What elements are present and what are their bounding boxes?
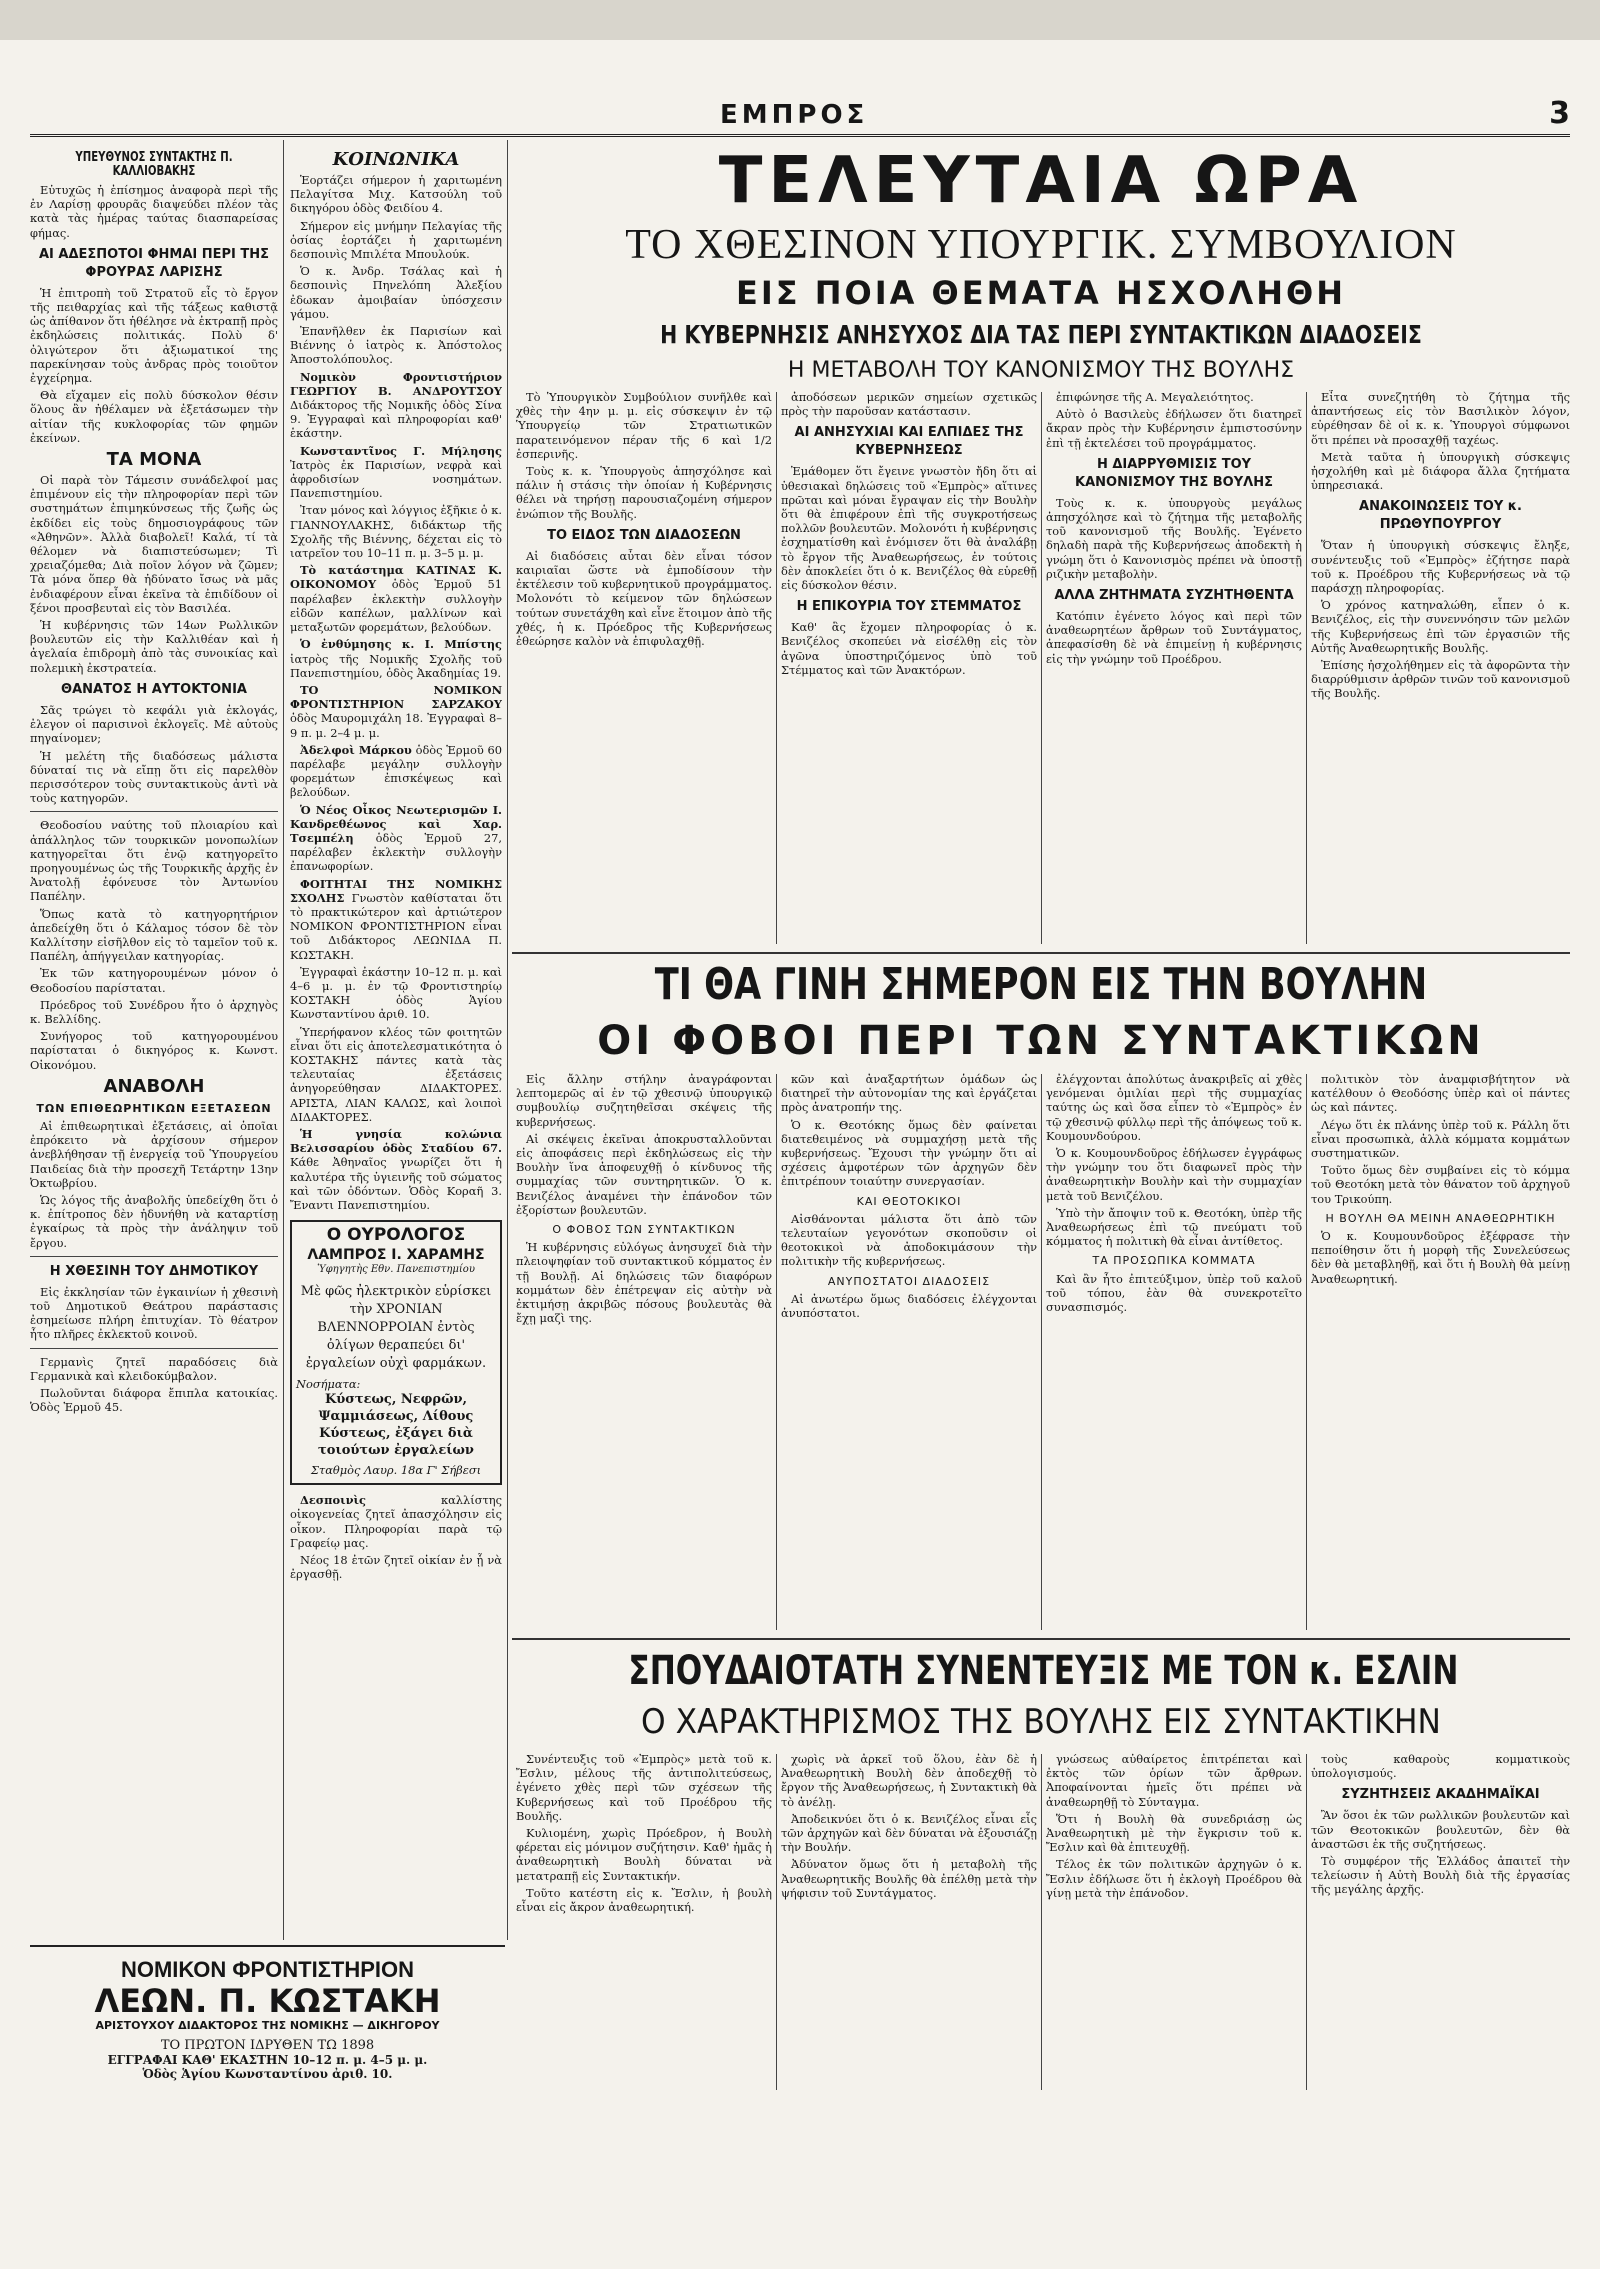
top-column-a: [516, 390, 772, 946]
article-paragraph: Αἰσθάνονται μάλιστα ὅτι ἀπὸ τῶν τελευταίων γεγονότων σκοποῦσιν οἱ θεοτοκικοὶ νὰ ἀποδοκιμάσουν τὴν πολιτικὴν τῆς κυβερνήσεως.: [781, 1211, 1037, 1269]
article-paragraph: Ἡ μελέτη τῆς διαδόσεως μάλιστα δύναταί τις νὰ εἴπῃ ὅτι εἰς παρελθὸν περισσότερον τοὺς συντακτικοὺς ἀντὶ νὰ τοὺς κατηγορῶν.: [30, 748, 278, 806]
article-paragraph: Ἡ ἐπιτροπὴ τοῦ Στρατοῦ εἶς τὸ ἔργον τῆς πειθαρχίας καὶ τῆς τάξεως καθιστᾷ ὡς ἀπίθανον ὅτι ἠθέλησε νὰ ἐκτραπῇ πρὸς ἐκδηλώσεις πολιτικάς. Πολὺ δ' ὀλιγώτερον ὅτι ἀξιωματικοί της παρεκίνησαν τοὺς ἀνδρας πρὸς τοιοῦτον ἐγχείρημα.: [30, 285, 278, 386]
ad-hours: ΕΓΓΡΑΦΑΙ ΚΑΘ' ΕΚΑΣΤΗΝ 10–12 π. μ. 4–5 μ. μ.: [107, 2053, 428, 2067]
divider: [30, 811, 278, 812]
column-rule: [776, 392, 777, 944]
ad-text: Διδάκτορος τῆς Νομικῆς ὁδὸς Σίνα 9. Ἐγγραφαὶ καὶ πληροφορίαι καθ' ἑκάστην.: [290, 398, 502, 441]
article-paragraph: Αὐτὸ ὁ Βασιλεὺς ἐδήλωσεν ὅτι διατηρεῖ ἄκραν πρὸς τὴν Κυβέρνησιν ἐμπιστοσύνην ἐπὶ τῇ ἐκτελέσει τοῦ προγράμματος.: [1046, 407, 1302, 450]
article-paragraph: Τέλος ἐκ τῶν πολιτικῶν ἀρχηγῶν ὁ κ. Ἔσλιν ἐδήλωσε ὅτι ἡ ἐκλογὴ Προέδρου θὰ γίνῃ μετὰ τὴν ἐπάνοδον.: [1046, 1857, 1302, 1900]
section-rule: [512, 952, 1570, 954]
section-head: ΤΟ ΕΙΔΟΣ ΤΩΝ ΔΙΑΔΟΣΕΩΝ: [547, 527, 741, 543]
section-head: Η ΔΙΑΡΡΥΘΜΙΣΙΣ ΤΟΥ ΚΑΝΟΝΙΣΜΟΥ ΤΗΣ ΒΟΥΛΗΣ: [1075, 456, 1273, 490]
article-paragraph: Θὰ εἴχαμεν εἰς πολὺ δύσκολον θέσιν ὅλους ἂν ἠθέλαμεν νὰ ἐξετάσωμεν τὴν αἰτίαν τῆς κυκλοφορίας τῶν φημῶν ἐκείνων.: [30, 388, 278, 445]
section-rule: [512, 1638, 1570, 1640]
article-paragraph: ἀποδόσεων μερικῶν σημείων σχετικῶς πρὸς τὴν παροῦσαν κατάστασιν.: [781, 390, 1037, 419]
classified-ad: Νέος 18 ἐτῶν ζητεῖ οἰκίαν ἐν ᾗ νὰ ἐργασθῇ.: [290, 1553, 502, 1582]
article-paragraph: Λέγω ὅτι ἐκ πλάνης ὑπὲρ τοῦ κ. Ράλλη ὅτι εἶναι προσωπικὰ, ἀλλὰ κόμματα κομμάτων συστηματικῶν.: [1311, 1117, 1570, 1161]
column-rule: [1306, 1754, 1307, 2090]
article-paragraph: Ἡ κυβέρνησις εὐλόγως ἀνησυχεῖ διὰ τὴν πλειοψηφίαν τοῦ συντακτικοῦ κόμματος ἐν τῇ Βουλῇ. Αἱ δηλώσεις τῶν διαφόρων κομμάτων δὲν ἐπέτρεψαν εἰς αὐτὴν νὰ ἐκτιμήσῃ ἀκριβῶς πόσους βουλευτὰς θὰ ἔχῃ μαζὶ της.: [516, 1240, 772, 1326]
section-head: Η ΕΠΙΚΟΥΡΙΑ ΤΟΥ ΣΤΕΜΜΑΤΟΣ: [796, 599, 1022, 615]
ad-text: ὁδὸς Ἑρμοῦ 27, παρέλαβεν ἐκλεκτὴν συλλογὴν ἐπανωφορίων.: [290, 830, 502, 874]
headline-fears: ΟΙ ΦΟΒΟΙ ΠΕΡΙ ΤΩΝ ΣΥΝΤΑΚΤΙΚΩΝ: [597, 1018, 1485, 1064]
ad-text: Γνωστὸν καθίσταται ὅτι τὸ πρακτικώτερον καὶ ἀρτιώτερον ΝΟΜΙΚΟΝ ΦΡΟΝΤΙΣΤΗΡΙΟΝ εἶναι τοῦ Διδάκτορος ΛΕΩΝΙΔΑ Π. ΚΩΣΤΑΚΗ.: [290, 890, 502, 962]
mid-column-d: [1311, 1072, 1570, 1632]
headline-last-hour: ΤΕΛΕΥΤΑΙΑ ΩΡΑ: [718, 144, 1364, 218]
ad-text: Κάθε Ἀθηναῖος γνωρίζει ὅτι ἡ καλυτέρα τῆς ὑγιεινῆς τοῦ σώματος καὶ τῶν ὀδόντων. Ὁδὸς Κοραῆ 3. Ἔναντι Πανεπιστημίου.: [290, 1155, 502, 1213]
article-paragraph: Ἂν ὅσοι ἐκ τῶν ρωλλικῶν βουλευτῶν καὶ τῶν Θεοτοκικῶν βουλευτῶν, δὲν θὰ ἀναστῶσι ἐκ τῆς συζητήσεως.: [1311, 1808, 1570, 1851]
mid-column-c: [1046, 1072, 1302, 1632]
article-paragraph: Αἱ σκέψεις ἐκεῖναι ἀποκρυσταλλοῦνται εἰς ἀποφάσεις περὶ ἐκδηλώσεως εἰς τὴν Βουλὴν ἵνα ἀποφευχθῇ ὁ κίνδυνος τῆς συμμαχίας τῶν συντηρητικῶν. Ὁ κ. Βενιζέλος ἀναμένει τὴν ἐπάνοδον τῶν ἐξορίστων βουλευτῶν.: [516, 1131, 772, 1217]
ad-text: ὁδὸς Ἑρμοῦ 51 παρέλαβεν ἐκλεκτὴν συλλογὴν εἰδῶν καπέλων, μαλλίνων καὶ μεταξωτῶν φορεμάτων, βελούδων.: [290, 577, 502, 635]
article-paragraph: Ἐκ τῶν κατηγορουμένων μόνον ὁ Θεοδοσίου παρίσταται.: [30, 966, 278, 995]
masthead: [30, 96, 1570, 137]
article-paragraph: Μετὰ ταῦτα ἡ ὑπουργικὴ σύσκεψις ἠσχολήθη καὶ μὲ διάφορα ἄλλα ζητήματα ὑπηρεσιακά.: [1311, 449, 1570, 493]
ad-heading: Ἡ γνησία κολώνια Βελισσαρίου ὁδὸς Σταδίου 67.: [290, 1127, 502, 1156]
section-head: ΣΥΖΗΤΗΣΕΙΣ ΑΚΑΔΗΜΑΪΚΑΙ: [1341, 1787, 1540, 1803]
section-head: ΑΙ ΑΝΗΣΥΧΙΑΙ ΚΑΙ ΕΛΠΙΔΕΣ ΤΗΣ ΚΥΒΕΡΝΗΣΕΩΣ: [794, 425, 1024, 459]
article-paragraph: Αἱ διαδόσεις αὗται δὲν εἶναι τόσον καιριαῖαι ὥστε νὰ ἐμποδίσουν τὴν ἐκτέλεσιν τοῦ κυβερνητικοῦ προγράμματος. Μολονότι τὸ κείμενον τῶν δηλώσεων τούτων συνετάχθη καὶ εἶνε ἕτοιμον ἀπὸ τῆς χθές, ἡ κ. Πρόεδρος τῆς Κυβερνήσεως ἐθεώρησε καλὸν νὰ ἐπιφυλαχθῇ.: [516, 548, 772, 649]
article-paragraph: Ἑορτάζει σήμερον ἡ χαριτωμένη Πελαγίτσα Μιχ. Κατσούλη τοῦ δικηγόρου ὁδὸς Φειδίου 4.: [290, 173, 502, 216]
ad-address: Σταθμὸς Λαυρ. 18α Γ' Σήβεσι: [310, 1463, 482, 1478]
section-title-social: ΚΟΙΝΩΝΙΚΑ: [332, 149, 460, 170]
article-paragraph: Τοὺς κ. κ. Ὑπουργοὺς ἀπησχόλησε καὶ πάλιν ἡ στάσις τὴν ὁποίαν ἡ Κυβέρνησις θέλει νὰ τηρήσῃ παρουσιαζομένη σήμερον ἐνώπιον τῆς Βουλῆς.: [516, 464, 772, 521]
article-paragraph: Οἱ παρὰ τὸν Τάμεσιν συνάδελφοί μας ἐπιμένουν εἰς τὴν πληροφορίαν περὶ τῶν συστημάτων ἐπιμηκύνσεως τῆς ζωῆς ὡς ἐκδίδει εἰς τοὺς δημοσιογράφους τῶν «Ἀθηνῶν». Ἀλλὰ διαβολεῖ! Καλά, τί τὰ θέλομεν νὰ διαπιστεύσωμεν; Τὶ χρειαζόμεθα; Διὰ ποῖον λόγον νὰ ζῶμεν; Τὰ μόνα ὅπερ θὰ ἠδύνατο ἴσως νὰ μᾶς ἐνδιαφέρουν εἶναι ἐκεῖνα τὰ ἐπιδίδουν οἱ ξένοι προσβευταὶ εἰς τὸν Βασιλέα.: [30, 473, 278, 615]
ad-body: Μὲ φῶς ἠλεκτρικὸν εὑρίσκει τὴν ΧΡΟΝΙΑΝ ΒΛΕΝΝΟΡΡΟΙΑΝ ἐντὸς ὀλίγων θεραπεύει δι' ἐργαλείων οὐχὶ φαρμάκων.: [300, 1283, 492, 1371]
ad-heading: Νομικὸν Φροντιστήριον ΓΕΩΡΓΙΟΥ Β. ΑΝΔΡΟΥΤΣΟΥ: [290, 369, 502, 398]
section-head: ΚΑΙ ΘΕΟΤΟΚΙΚΟΙ: [856, 1194, 962, 1208]
low-column-b: [781, 1752, 1037, 2092]
column-rule: [507, 140, 508, 1940]
divider: [30, 1348, 278, 1349]
ad-heading: ΤΟ ΝΟΜΙΚΟΝ ΦΡΟΝΤΙΣΤΗΡΙΟΝ ΣΑΡΖΑΚΟΥ: [290, 682, 502, 712]
column-rule: [776, 1754, 777, 2090]
column-rule: [776, 1074, 777, 1630]
article-paragraph: ἐλέγχονται ἀπολύτως ἀνακριβεῖς αἱ χθὲς γενόμεναι ὁμιλίαι περὶ τῆς συμμαχίας ταύτης ὡς καὶ ὅσα εἶπεν τὸ «Ἐμπρὸς» ἐν τῷ χθεσινῷ φύλλῳ περὶ τῆς ἀπόψεως τοῦ κ. Κουμουνδούρου.: [1046, 1072, 1302, 1143]
article-paragraph: Ὁ κ. Κουμουνδοῦρος ἐδήλωσεν ἐγγράφως τὴν γνώμην του ὅτι διαφωνεῖ πρὸς τὴν ἀναθεωρητικὴν Βουλὴν καὶ τὴν συμμαχίαν μετὰ τοῦ Βενιζέλου.: [1046, 1146, 1302, 1203]
ad-heading: ΦΟΙΤΗΤΑΙ ΤΗΣ ΝΟΜΙΚΗΣ ΣΧΟΛΗΣ: [290, 876, 502, 905]
divider: [30, 1256, 278, 1257]
ad-heading: Ἀδελφοὶ Μάρκου: [300, 742, 412, 757]
ad-title: ΝΟΜΙΚΟΝ ΦΡΟΝΤΙΣΤΗΡΙΟΝ: [120, 1957, 415, 1982]
column-1: [30, 145, 278, 1935]
section-head: ΑΝΑΚΟΙΝΩΣΕΙΣ ΤΟΥ κ. ΠΡΩΘΥΠΟΥΡΓΟΥ: [1359, 499, 1522, 533]
law-school-ad: [30, 1945, 505, 2097]
article-paragraph: Εὐτυχῶς ἡ ἐπίσημος ἀναφορὰ περὶ τῆς ἐν Λαρίσῃ φρουρᾶς διαψεύδει πλέον τὰς κατὰ τὰς ἡμέρας ταύτας διασπαρείσας φήμας.: [30, 183, 278, 240]
article-paragraph: Ὁ κ. Ἀνδρ. Τσάλας καὶ ἡ δεσποινὶς Πηνελόπη Ἀλεξίου ἐδωκαν ἀμοιβαίαν ὑπόσχεσιν γάμου.: [290, 264, 502, 321]
ad-text: καλλίστης οἰκογενείας ζητεῖ ἀπασχόλησιν εἰς οἶκον. Πληροφορίαι παρὰ τῷ Γραφείῳ μας.: [290, 1493, 502, 1550]
article-paragraph: Εἰς ἄλλην στήλην ἀναγράφονται λεπτομερῶς αἱ ἐν τῷ χθεσινῷ ὑπουργικῷ συμβουλίῳ συζητηθεῖσαι σκέψεις τῆς κυβερνήσεως.: [516, 1072, 772, 1129]
article-paragraph: Ὅταν ἡ ὑπουργικὴ σύσκεψις ἔληξε, συνέντευξις τοῦ «Ἐμπρὸς» ἐζήτησε παρὰ τοῦ κ. Προέδρου τῆς Κυβερνήσεως νὰ τῷ παράσχῃ πληροφορίας.: [1311, 538, 1570, 596]
article-paragraph: ἐπιφώνησε τῆς Α. Μεγαλειότητος.: [1056, 390, 1254, 404]
article-paragraph: Καὶ ἂν ἦτο ἐπιτεύξιμον, ὑπὲρ τοῦ καλοῦ τοῦ τόπου, ἐὰν θὰ συνεκροτεῖτο συνασπισμός.: [1046, 1271, 1302, 1315]
section-head-postponement: ΑΝΑΒΟΛΗ: [103, 1075, 205, 1097]
section-head: Η ΒΟΥΛΗ ΘΑ ΜΕΙΝΗ ΑΝΑΘΕΩΡΗΤΙΚΗ: [1325, 1211, 1556, 1225]
ad-heading: Δεσποινὶς: [300, 1493, 366, 1508]
ad-address: Ὁδὸς Ἁγίου Κωνσταντίνου ἀριθ. 10.: [142, 2067, 393, 2081]
ad-title: Ο ΟΥΡΟΛΟΓΟΣ: [326, 1225, 466, 1246]
article-paragraph: Κατόπιν ἐγένετο λόγος καὶ περὶ τῶν ἀναθεωρητέων ἄρθρων τοῦ Συντάγματος, ἀπεφασίσθη δὲ νὰ ἐπιμείνῃ ἡ κυβέρνησις εἰς τὴν γνώμην τοῦ Προέδρου.: [1046, 609, 1302, 666]
article-paragraph: Ἐγγραφαὶ ἐκάστην 10–12 π. μ. καὶ 4–6 μ. μ. ἐν τῷ Φροντιστηρίῳ ΚΟΣΤΑΚΗ ὁδὸς Ἁγίου Κωνσταντίνου ἀριθ. 10.: [290, 964, 502, 1022]
classified-ad: Πωλοῦνται διάφορα ἔπιπλα κατοικίας. Ὁδὸς Ἑρμοῦ 45.: [30, 1386, 278, 1415]
headline-cabinet: ΤΟ ΧΘΕΣΙΝΟΝ ΥΠΟΥΡΓΙΚ. ΣΥΜΒΟΥΛΙΟΝ: [625, 222, 1457, 268]
urologist-ad: [290, 1220, 502, 1485]
ad-subtitle: ΑΡΙΣΤΟΥΧΟΥ ΔΙΔΑΚΤΟΡΟΣ ΤΗΣ ΝΟΜΙΚΗΣ — ΔΙΚΗΓΟΡΟΥ: [95, 2019, 440, 2032]
article-paragraph: Τὸ Ὑπουργικὸν Συμβούλιον συνῆλθε καὶ χθὲς τὴν 4ην μ. μ. εἰς σύσκεψιν ἐν τῷ Ὑπουργείῳ τῶν Στρατιωτικῶν παρατεινόμενον πέραν τῆς 6 καὶ 1/2 ἑσπερινῆς.: [516, 390, 772, 461]
low-column-a: [516, 1752, 772, 2092]
article-paragraph: Αἱ ἀνωτέρω ὅμως διαδόσεις ἐλέγχονται ἀνυπόστατοι.: [781, 1291, 1037, 1321]
article-paragraph: Ὡς λόγος τῆς ἀναβολῆς ὑπεδείχθη ὅτι ὁ κ. ἐπίτροπος δὲν ἠδυνήθη νὰ καταρτίσῃ ἐγκαίρως τὰ πρὸς τὴν ἀνάληψιν τοῦ ἔργου.: [30, 1192, 278, 1250]
article-paragraph: Ὅπως κατὰ τὸ κατηγορητήριον ἀπεδείχθη ὅτι ὁ Κάλαμος τόσον δὲ τὸν Καλλίτσην εἰσῆλθον εἰς τὸ ταμεῖον τοῦ κ. Παπέλη, ἀπήγγειλαν κατηγορίας.: [30, 906, 278, 964]
article-paragraph: Ἐμάθομεν ὅτι ἔγεινε γνωστὸν ἤδη ὅτι αἱ ὑθεσιακαὶ δηλώσεις τοῦ «Ἐμπρὸς» αἵτινες πρῶται καὶ μόναι ἔγραψαν εἰς τὴν Βουλὴν ὅτι θὰ ἐπιφέρουν ἐπὶ τῆς συγκροτήσεως πολλῶν βουλευτῶν. Μολονότι ἡ κυβέρνησις ἐσχηματίσθη καὶ ἐνόμισεν ὅτι θὰ ἀναλάβῃ τὸ ἔργον τῆς Ἀναθεωρήσεως, ἐν τούτοις δὲν ἀποκλείει ὅτι ὁ κ. Βενιζέλος θὰ εὑρεθῇ εἰς δύσκολον θέσιν.: [781, 464, 1037, 593]
ad-name: ΛΑΜΠΡΟΣ Ι. ΧΑΡΑΜΗΣ: [307, 1247, 485, 1264]
article-paragraph: Πρόεδρος τοῦ Συνέδρου ἦτο ὁ ἀρχηγὸς κ. Βελλίδης.: [30, 997, 278, 1026]
ad-heading: Ὁ ἐνθύμησης κ. Ι. Μπίστης: [300, 637, 502, 652]
article-paragraph: Εἶτα συνεζητήθη τὸ ζήτημα τῆς ἀπαντήσεως εἰς τὸν Βασιλικὸν λόγον, εὑρέθησαν δὲ οἱ κ. κ. Ὑπουργοὶ σύμφωνοι ὅτι πρέπει νὰ προσαχθῇ ταχέως.: [1311, 390, 1570, 447]
section-head-rumors: ΑΙ ΑΔΕΣΠΟΤΟΙ ΦΗΜΑΙ ΠΕΡΙ ΤΗΣ ΦΡΟΥΡΑΣ ΛΑΡΙΣΗΣ: [38, 246, 270, 280]
article-paragraph: Ἐπανῆλθεν ἐκ Παρισίων καὶ Βιέννης ὁ ἰατρὸς κ. Ἀπόστολος Ἀποστολόπουλος.: [290, 324, 502, 367]
article-paragraph: Εἰς ἐκκλησίαν τῶν ἐγκαινίων ἡ χθεσινὴ τοῦ Δημοτικοῦ Θεάτρου παράστασις ἐσημείωσε πλήρη ἐπιτυχίαν. Τὸ θέατρον ἦτο πλῆρες ἐκλεκτοῦ κοινοῦ.: [30, 1284, 278, 1342]
section-head: ΑΝΥΠΟΣΤΑΤΟΙ ΔΙΑΔΟΣΕΙΣ: [827, 1274, 991, 1288]
low-column-d: [1311, 1752, 1570, 2092]
article-paragraph: γνώσεως αὐθαίρετος ἐπιτρέπεται καὶ ἐκτὸς τῶν ὁρίων τῶν ἄρθρων. Ἀποφαίνονται ἡμεῖς ὅτι πρέπει νὰ ἀναθεωρηθῇ τὸ Σύνταγμα.: [1046, 1752, 1302, 1809]
section-head: ΑΛΛΑ ΖΗΤΗΜΑΤΑ ΣΥΖΗΤΗΘΕΝΤΑ: [1054, 588, 1294, 604]
article-paragraph: Τὸ συμφέρον τῆς Ἑλλάδος ἀπαιτεῖ τὴν τελείωσιν ἡ Αὐτὴ Βουλὴ διὰ τῆς ἐργασίας τῆς μεγάλης ἀρχῆς.: [1311, 1854, 1570, 1897]
headline-interview: ΣΠΟΥΔΑΙΟΤΑΤΗ ΣΥΝΕΝΤΕΥΞΙΣ ΜΕ ΤΟΝ κ. ΕΣΛΙΝ: [628, 1648, 1459, 1694]
article-paragraph: Σήμερον εἰς μνήμην Πελαγίας τῆς ὁσίας ἑορτάζει ἡ χαριτωμένη δεσποινὶς Μπιλέτα Μπουλούκ.: [290, 218, 502, 262]
ad-list: Κύστεως, Νεφρῶν, Ψαμμιάσεως, Λίθους Κύστεως, ἐξάγει διὰ τοιούτων ἐργαλείων: [318, 1392, 474, 1459]
section-subhead-postponement: ΤΩΝ ΕΠΙΘΕΩΡΗΤΙΚΩΝ ΕΞΕΤΑΣΕΩΝ: [36, 1101, 272, 1115]
headline-government-worried: Η ΚΥΒΕΡΝΗΣΙΣ ΑΝΗΣΥΧΟΣ ΔΙΑ ΤΑΣ ΠΕΡΙ ΣΥΝΤΑΚΤΙΚΩΝ ΔΙΑΔΟΣΕΙΣ: [660, 320, 1422, 349]
scan-border-noise: [0, 0, 1600, 40]
article-paragraph: κῶν καὶ ἀναξαρτήτων ὁμάδων ὡς διατηρεῖ τὴν αὐτονομίαν της καὶ ἐργάζεται πρὸς ἀνατροπήν της.: [781, 1072, 1037, 1115]
section-head: ΤΑ ΠΡΟΣΩΠΙΚΑ ΚΟΜΜΑΤΑ: [1092, 1254, 1256, 1268]
column-rule: [1041, 1074, 1042, 1630]
mid-column-b: [781, 1072, 1037, 1632]
ad-text: ὁδὸς Ἑρμοῦ 60 παρέλαβε μεγάλην συλλογὴν φορεμάτων ἐπισκέψεως καὶ βελούδων.: [290, 742, 502, 800]
ad-text: Ἰατρὸς ἐκ Παρισίων, νεφρὰ καὶ ἀφροδισίων νοσημάτων. Πανεπιστημίου.: [290, 457, 502, 501]
article-paragraph: Τοὺς κ. κ. ὑπουργοὺς μεγάλως ἀπησχόλησε καὶ τὸ ζήτημα τῆς μεταβολῆς τοῦ κανονισμοῦ τῆς Βουλῆς. Ἐγένετο δηλαδὴ παρὰ τῆς Κυβερνήσεως ἀποδεκτὴ ἡ γνώμη ὅτι ὁ Κανονισμὸς πρέπει νὰ ὑποστῇ ριζικὴν μεταβολὴν.: [1046, 495, 1302, 581]
column-2: [290, 145, 502, 1935]
article-paragraph: Ὑπὸ τὴν ἄποψιν τοῦ κ. Θεοτόκη, ὑπὲρ τῆς Ἀναθεωρήσεως ἐπὶ τῷ πνεύματι τοῦ κόμματος ἡ πολιτικὴ θὰ εἶναι ἀντίθετος.: [1046, 1205, 1302, 1249]
article-paragraph: Καθ' ἃς ἔχομεν πληροφορίας ὁ κ. Βενιζέλος σκοπεύει νὰ εἰσέλθῃ εἰς τὸν ἀγῶνα ὑποστηριζόμενος ὑπὸ τοῦ Στέμματος καὶ τῶν Ἀνακτόρων.: [781, 620, 1037, 677]
top-column-c: [1046, 390, 1302, 946]
headline-topics: ΕΙΣ ΠΟΙΑ ΘΕΜΑΤΑ ΗΣΧΟΛΗΘΗ: [735, 274, 1346, 312]
ad-subtitle: Ὑφηγητὴς Εθν. Πανεπιστημίου: [317, 1263, 475, 1275]
ad-heading: Ὁ Νέος Οἶκος Νεωτερισμῶν Ι. Κανδρεθέωνος καὶ Χαρ. Τσεμπέλη: [290, 802, 502, 845]
article-paragraph: Κυλιομένη, χωρὶς Πρόεδρον, ἡ Βουλὴ φέρεται εἰς μόνιμον συζήτησιν. Καθ' ἡμᾶς ἡ ἀναθεωρητικὴ Βουλὴ δύναται νὰ μετατραπῇ εἰς Συντακτικήν.: [516, 1826, 772, 1883]
column-rule: [1041, 1754, 1042, 2090]
ad-heading: Κωνσταντῖνος Γ. Μήλησης: [300, 443, 502, 458]
article-paragraph: Αἱ ἐπιθεωρητικαὶ ἐξετάσεις, αἱ ὁποῖαι ἐπρόκειτο νὰ ἀρχίσουν σήμερον ἀνεβλήθησαν τῇ ἐνεργείᾳ τοῦ Ὑπουργείου Παιδείας διὰ τὴν προσεχῆ Τετάρτην 13ην Ὀκτωβρίου.: [30, 1118, 278, 1190]
article-paragraph: πολιτικὸν τὸν ἀναμφισβήτητον νὰ κατέλθουν ὁ Θεοδόσης ὑπὲρ καὶ οἱ πάντες ὡς καὶ πάντες.: [1311, 1072, 1570, 1115]
article-paragraph: Ἀποδεικνύει ὅτι ὁ κ. Βενιζέλος εἶναι εἷς τῶν ἀρχηγῶν καὶ δὲν δύναται νὰ ἐξουσιάζῃ τὴν Βουλήν.: [781, 1811, 1037, 1855]
article-paragraph: Συνήγορος τοῦ κατηγορουμένου παρίσταται ὁ δικηγόρος κ. Κωνστ. Οἰκονόμου.: [30, 1029, 278, 1072]
article-paragraph: χωρὶς νὰ ἀρκεῖ τοῦ ὅλου, ἐὰν δὲ ἡ Ἀναθεωρητικὴ Βουλὴ δὲν ἀποδεχθῇ τὸ ἔργον τῆς Ἀναθεωρήσεως, ἡ Συντακτικὴ θὰ τὸ ἀνέλῃ.: [781, 1752, 1037, 1809]
article-paragraph: Συνέντευξις τοῦ «Ἐμπρὸς» μετὰ τοῦ κ. Ἔσλιν, μέλους τῆς ἀντιπολιτεύσεως, ἐγένετο χθὲς περὶ τῶν σχέσεων τῆς Κυβερνήσεως καὶ τοῦ Προέδρου τῆς Βουλῆς.: [516, 1752, 772, 1823]
top-column-b: [781, 390, 1037, 946]
article-paragraph: Θεοδοσίου ναύτης τοῦ πλοιαρίου καὶ ἀπάλληλος τῶν τουρκικῶν μονοπωλίων κατηγορεῖται ὅτι ἐνῷ κατηγορεῖτο προηγουμένως ὡς τῆς Τουρκικῆς ἀρχῆς ἐν Ἀνατολῇ ἐφόνευσε τὸν Ἀντωνίου Παπέλην.: [30, 818, 278, 904]
newspaper-name: ΕΜΠΡΟΣ: [720, 100, 869, 130]
article-paragraph: Ἡ κυβέρνησις τῶν 14ων Ρωλλικῶν βουλευτῶν εἰς τὴν Καλλιθέαν καὶ ἡ ἀγελαία ἐπιδρομὴ ἀπὸ τὰς συνοικίας καὶ πολεμικὴ ἐκστρατεία.: [30, 618, 278, 675]
top-column-d: [1311, 390, 1570, 946]
article-paragraph: Ὁ χρόνος κατηναλώθη, εἶπεν ὁ κ. Βενιζέλος, εἰς τὴν συνεννόησιν τῶν μελῶν τῆς Κυβερνήσεως ἐπὶ τῶν ἐργασιῶν τῆς Αὐτῆς Ἀναθεωρητικῆς Βουλῆς.: [1311, 598, 1570, 655]
column-rule: [1306, 1074, 1307, 1630]
article-paragraph: Ὁ κ. Κουμουνδοῦρος ἐξέφρασε τὴν πεποίθησιν ὅτι ἡ μορφὴ τῆς Συνελεύσεως δὲν θὰ μεταβληθῇ, καὶ ὅτι ἡ Βουλὴ θὰ μείνῃ Ἀναθεωρητική.: [1311, 1229, 1570, 1286]
section-title-editor: ΥΠΕΥΘΥΝΟΣ ΣΥΝΤΑΚΤΗΣ Π. ΚΑΛΛΙΟΒΑΚΗΣ: [75, 150, 233, 179]
section-head-death: ΘΑΝΑΤΟΣ Η ΑΥΤΟΚΤΟΝΙΑ: [61, 681, 247, 697]
column-rule: [1306, 392, 1307, 944]
article-paragraph: Ἐπίσης ἠσχολήθημεν εἰς τὰ ἀφορῶντα τὴν διαρρύθμισιν ἀρθρῶν τινῶν τοῦ κανονισμοῦ τῆς Βουλῆς.: [1311, 658, 1570, 701]
mid-column-a: [516, 1072, 772, 1632]
column-rule: [1041, 392, 1042, 944]
article-paragraph: Τοῦτο ὅμως δὲν συμβαίνει εἰς τὸ κόμμα τοῦ Θεοτόκη μετὰ τὸν θάνατον τοῦ ἀρχηγοῦ του Τρικούπη.: [1311, 1163, 1570, 1206]
page-number: 3: [1549, 96, 1570, 131]
section-head: Ο ΦΟΒΟΣ ΤΩΝ ΣΥΝΤΑΚΤΙΚΩΝ: [552, 1223, 736, 1237]
ad-heading: Τὸ κατάστημα ΚΑΤΙΝΑΣ Κ. ΟΙΚΟΝΟΜΟΥ: [290, 563, 502, 592]
article-paragraph: τοὺς καθαροὺς κομματικοὺς ὑπολογισμούς.: [1311, 1752, 1570, 1781]
ad-name: ΛΕΩΝ. Π. ΚΩΣΤΑΚΗ: [94, 1982, 441, 2020]
ad-founded: ΤΟ ΠΡΩΤΟΝ ΙΔΡΥΘΕΝ ΤΩ 1898: [160, 2038, 375, 2053]
ad-text: ἰατρὸς τῆς Νομικῆς Σχολῆς τοῦ Πανεπιστημίου, ὁδὸς Ἀκαδημίας 19.: [290, 651, 502, 680]
column-rule: [283, 140, 284, 1940]
classified-ad: Γερμανὶς ζητεῖ παραδόσεις διὰ Γερμανικὰ καὶ κλειδοκύμβαλον.: [30, 1354, 278, 1383]
headline-rules-change: Η ΜΕΤΑΒΟΛΗ ΤΟΥ ΚΑΝΟΝΙΣΜΟΥ ΤΗΣ ΒΟΥΛΗΣ: [787, 358, 1295, 383]
headline-parliament-today: ΤΙ ΘΑ ΓΙΝΗ ΣΗΜΕΡΟΝ ΕΙΣ ΤΗΝ ΒΟΥΛΗΝ: [654, 959, 1428, 1010]
ad-text: ὁδὸς Μαυρομιχάλη 18. Ἐγγραφαὶ 8–9 π. μ. 2–4 μ. μ.: [290, 711, 502, 740]
article-paragraph: Ὁ κ. Θεοτόκης ὅμως δὲν φαίνεται διατεθειμένος νὰ συμμαχήσῃ μετὰ τῆς κυβερνήσεως. Ἔχουσι τὴν γνώμην ὅτι αἱ σχέσεις ἀμφοτέρων τῶν ἀρχηγῶν δὲν ἐπιτρέπουν τοιαύτην συνεργασίαν.: [781, 1117, 1037, 1189]
article-paragraph: Ὑπερήφανον κλέος τῶν φοιτητῶν εἶναι ὅτι εἰς ἀποτελεσματικότητα ὁ ΚΟΣΤΑΚΗΣ πάντες κατὰ τὰς τελευταίας ἐξετάσεις ἀνηγορεύθησαν ΔΙΔΑΚΤΟΡΕΣ. ΑΡΙΣΤΑ, ΛΙΑΝ ΚΑΛΩΣ, καὶ λοιποὶ ΔΙΔΑΚΤΟΡΕΣ.: [290, 1024, 502, 1124]
section-head-municipal: Η ΧΘΕΣΙΝΗ ΤΟΥ ΔΗΜΟΤΙΚΟΥ: [49, 1263, 259, 1279]
low-column-c: [1046, 1752, 1302, 2092]
article-paragraph: Τοῦτο κατέστη εἰς κ. Ἔσλιν, ἡ βουλὴ εἶναι εἰς ἄκρον ἀναθεωρητική.: [516, 1885, 772, 1915]
article-paragraph: Ὅτι ἡ Βουλὴ θὰ συνεδριάσῃ ὡς Ἀναθεωρητικὴ μὲ τὴν ἔγκρισιν τοῦ κ. Ἔσλιν καὶ θὰ ἐπιτευχθῇ.: [1046, 1811, 1302, 1855]
ad-list-heading: Νοσήματα:: [296, 1376, 361, 1391]
headline-characterization: Ο ΧΑΡΑΚΤΗΡΙΣΜΟΣ ΤΗΣ ΒΟΥΛΗΣ ΕΙΣ ΣΥΝΤΑΚΤΙΚΗΝ: [641, 1702, 1441, 1742]
article-paragraph: Ἰταν μόνος καὶ λόγγιος ἐξῆκιε ὁ κ. ΓΙΑΝΝΟΥΛΑΚΗΣ, διδάκτωρ τῆς Σχολῆς τῆς Βιέννης, δέχεται εἰς τὸ ιατρεῖον του 10–11 π. μ. 3–5 μ. μ.: [290, 503, 502, 561]
article-paragraph: Σᾶς τρώγει τὸ κεφάλι γιὰ ἐκλογάς, ἐλεγον οἱ παρισινοὶ ἐκλογεῖς. Μὲ αὐτοὺς πηγαίνομεν;: [30, 702, 278, 746]
section-head-tamona: ΤΑ ΜΟΝΑ: [106, 449, 202, 471]
article-paragraph: Ἀδύνατον ὅμως ὅτι ἡ μεταβολὴ τῆς Ἀναθεωρητικῆς Βουλῆς θὰ ἐπέλθῃ μετὰ τὴν ψήφισιν τοῦ Συντάγματος.: [781, 1857, 1037, 1900]
